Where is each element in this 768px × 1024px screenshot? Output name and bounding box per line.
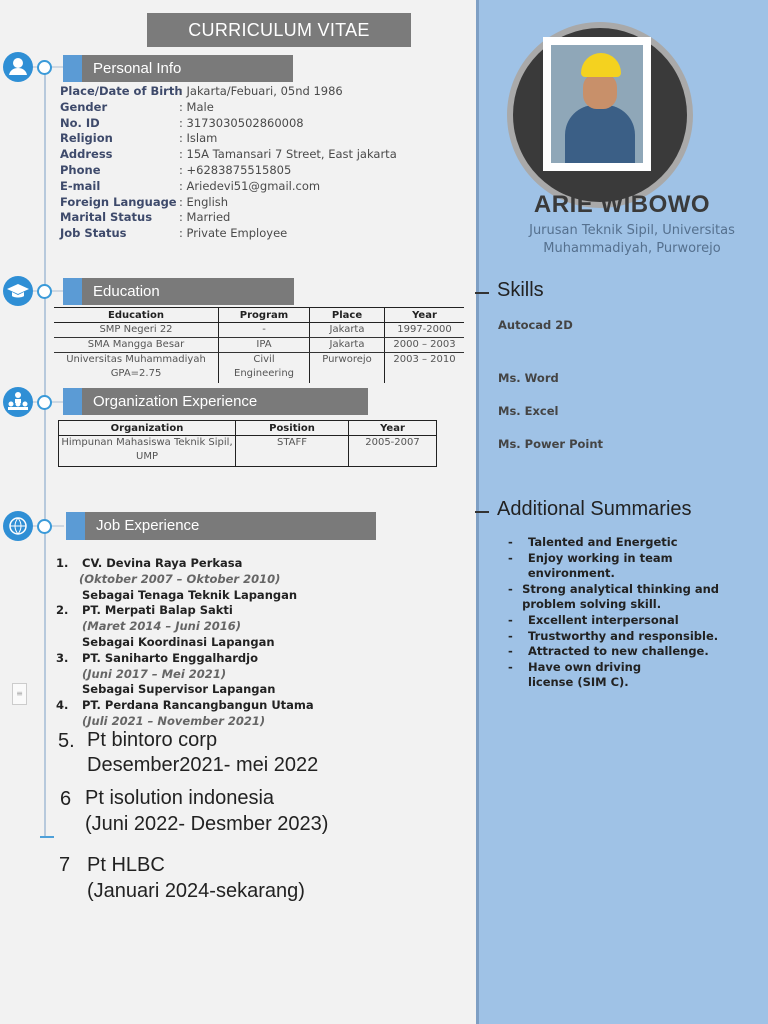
section-accent	[63, 55, 82, 82]
table-cell: Purworejo	[310, 353, 385, 384]
summary-text: Have own driving license (SIM C).	[528, 659, 642, 690]
info-value: : Married	[179, 210, 231, 225]
info-row	[60, 100, 397, 116]
profile-photo	[543, 37, 651, 171]
job-item	[56, 651, 314, 698]
info-label: E-mail	[60, 178, 101, 193]
section-heading-label: Education	[93, 283, 160, 300]
section-heading-organization	[63, 388, 368, 415]
skills-heading-label: Skills	[497, 279, 544, 301]
table-row	[54, 323, 464, 338]
photo-face	[583, 73, 617, 109]
table-header: Year	[349, 421, 437, 436]
photo-body	[565, 105, 635, 163]
job-number: 7	[59, 854, 71, 876]
summaries-heading	[497, 498, 692, 521]
organization-icon	[3, 387, 33, 417]
table-cell: Civil Engineering	[219, 353, 310, 384]
section-heading-personal-info	[63, 55, 293, 82]
heading-dash	[475, 292, 489, 294]
info-label: Gender	[60, 99, 108, 114]
education-table	[54, 307, 464, 383]
table-header: Place	[310, 308, 385, 323]
table-cell: 2003 – 2010	[385, 353, 465, 384]
table-cell: 1997-2000	[385, 323, 465, 338]
job-number: 6	[60, 788, 72, 810]
skill-item: Ms. Power Point	[498, 437, 604, 451]
heading-dash	[475, 511, 489, 513]
info-row	[60, 179, 397, 195]
info-row	[60, 210, 397, 226]
table-row	[59, 436, 437, 467]
summary-text: Trustworthy and responsible.	[528, 628, 719, 643]
table-cell: Jakarta	[310, 338, 385, 353]
job-number: 4.	[56, 698, 69, 713]
info-label: Religion	[60, 131, 113, 146]
info-value: : Islam	[179, 131, 218, 146]
info-value: : 15A Tamansari 7 Street, East jakarta	[179, 147, 397, 162]
info-label: Address	[60, 147, 113, 162]
skill-item: Ms. Excel	[498, 404, 559, 418]
summary-text: Attracted to new challenge.	[528, 644, 709, 659]
skill-item: Autocad 2D	[498, 318, 573, 332]
job-item	[56, 603, 314, 650]
person-icon	[3, 52, 33, 82]
summary-text: Enjoy working in team environment.	[527, 550, 673, 581]
job-number: 1.	[56, 556, 69, 570]
job-company: CV. Devina Raya Perkasa	[82, 556, 243, 570]
job-company: PT. Saniharto Enggalhardjo	[82, 650, 258, 665]
info-value: : 3173030502860008	[179, 115, 304, 130]
info-value: : Private Employee	[179, 226, 288, 241]
job-period: (Januari 2024-sekarang)	[87, 880, 305, 902]
section-heading-label: Job Experience	[96, 517, 200, 534]
info-value: : +6283875515805	[179, 162, 292, 177]
table-header: Organization	[59, 421, 236, 436]
profile-photo-image	[551, 45, 643, 163]
info-label: Phone	[60, 162, 101, 177]
table-cell: 2000 – 2003	[385, 338, 465, 353]
job-company: Pt isolution indonesia	[85, 787, 275, 809]
hard-hat-icon	[581, 53, 621, 77]
job-period: (Juli 2021 – November 2021)	[82, 713, 266, 728]
summary-item: - Trustworthy and responsible.	[508, 628, 719, 643]
timeline-node	[37, 395, 52, 410]
table-header: Position	[236, 421, 349, 436]
table-header-row	[54, 308, 464, 323]
table-header-row	[59, 421, 437, 436]
summary-item: - Strong analytical thinking and problem solving skill.	[508, 582, 762, 613]
table-cell: Universitas Muhammadiyah GPA=2.75	[66, 354, 206, 379]
section-accent	[63, 278, 82, 305]
info-row	[60, 84, 397, 100]
globe-icon	[3, 511, 33, 541]
section-heading-label: Organization Experience	[93, 393, 258, 410]
job-period: (Juni 2022- Desmber 2023)	[85, 813, 329, 835]
personal-info-list	[60, 84, 397, 242]
summary-list	[508, 535, 762, 691]
table-row	[54, 338, 464, 353]
info-row	[60, 131, 397, 147]
job-item	[56, 556, 314, 603]
table-header: Education	[54, 308, 219, 323]
summary-item: - Excellent interpersonal	[508, 612, 679, 627]
table-header: Program	[219, 308, 310, 323]
info-row	[60, 163, 397, 179]
info-value: : English	[179, 194, 229, 209]
summary-text: Talented and Energetic	[528, 535, 678, 549]
section-heading-job-experience	[66, 512, 376, 540]
job-period: (Maret 2014 – Juni 2016)	[82, 619, 242, 634]
info-label: Marital Status	[60, 210, 153, 225]
job-role: Sebagai Tenaga Teknik Lapangan	[82, 587, 298, 602]
table-cell: SMP Negeri 22	[54, 323, 219, 338]
summary-item: - Attracted to new challenge.	[508, 644, 709, 659]
info-value: : Ariedevi51@gmail.com	[179, 178, 321, 193]
skills-heading	[497, 279, 544, 302]
graduation-cap-icon	[3, 276, 33, 306]
info-value: : Male	[179, 99, 214, 114]
info-row	[60, 195, 397, 211]
document-title: CURRICULUM VITAE	[147, 13, 411, 47]
info-row	[60, 226, 397, 242]
skill-item: Ms. Word	[498, 371, 559, 385]
info-label: Foreign Language	[60, 194, 177, 209]
info-label: Job Status	[60, 226, 127, 241]
summary-item: - Enjoy working in team environment.	[508, 551, 762, 582]
info-label: No. ID	[60, 115, 100, 130]
summary-text: Strong analytical thinking and problem solving skill.	[522, 581, 719, 612]
job-period: (Juni 2017 – Mei 2021)	[82, 666, 227, 681]
profile-name: ARIE WIBOWO	[533, 191, 711, 218]
section-heading-label: Personal Info	[93, 60, 182, 77]
job-period: Desember2021- mei 2022	[87, 754, 319, 776]
table-cell: Himpunan Mahasiswa Teknik Sipil, UMP	[61, 437, 233, 462]
timeline-node	[37, 519, 52, 534]
info-row	[60, 116, 397, 132]
section-heading-education	[63, 278, 294, 305]
job-company: PT. Merpati Balap Sakti	[82, 603, 233, 618]
table-cell: Jakarta	[310, 323, 385, 338]
job-item	[56, 698, 314, 730]
job-number: 3.	[56, 650, 69, 665]
job-company: Pt HLBC	[87, 854, 165, 876]
job-company: PT. Perdana Rancangbangun Utama	[82, 698, 314, 713]
summaries-heading-label: Additional Summaries	[497, 498, 692, 520]
job-list	[56, 556, 314, 730]
organization-table	[58, 420, 437, 467]
info-value: : Jakarta/Febuari, 05nd 1986	[179, 84, 343, 98]
section-accent	[63, 388, 82, 415]
summary-text: Excellent interpersonal	[528, 612, 679, 627]
info-row	[60, 147, 397, 163]
table-row	[54, 353, 464, 384]
table-cell: 2005-2007	[349, 436, 437, 467]
job-number: 2.	[56, 603, 69, 618]
job-company: Pt bintoro corp	[87, 729, 218, 751]
summary-item: - Talented and Energetic	[508, 535, 678, 549]
job-role: Sebagai Supervisor Lapangan	[82, 682, 276, 697]
timeline-node	[37, 284, 52, 299]
job-period: (Oktober 2007 – Oktober 2010)	[79, 571, 281, 586]
info-label: Place/Date of Birth	[60, 84, 183, 98]
table-header: Year	[385, 308, 465, 323]
timeline-end	[40, 836, 54, 838]
table-cell: SMA Mangga Besar	[54, 338, 219, 353]
job-role: Sebagai Koordinasi Lapangan	[82, 634, 275, 649]
timeline-line	[44, 66, 46, 838]
summary-item: - Have own driving license (SIM C).	[508, 660, 762, 691]
table-cell: -	[219, 323, 310, 338]
section-accent	[66, 512, 85, 540]
profile-subtitle: Jurusan Teknik Sipil, Universitas Muhammadiyah, Purworejo	[529, 223, 735, 256]
job-number: 5.	[58, 730, 75, 752]
table-cell: STAFF	[236, 436, 349, 467]
document-icon: ≡	[12, 683, 27, 705]
table-cell: IPA	[219, 338, 310, 353]
timeline-node	[37, 60, 52, 75]
